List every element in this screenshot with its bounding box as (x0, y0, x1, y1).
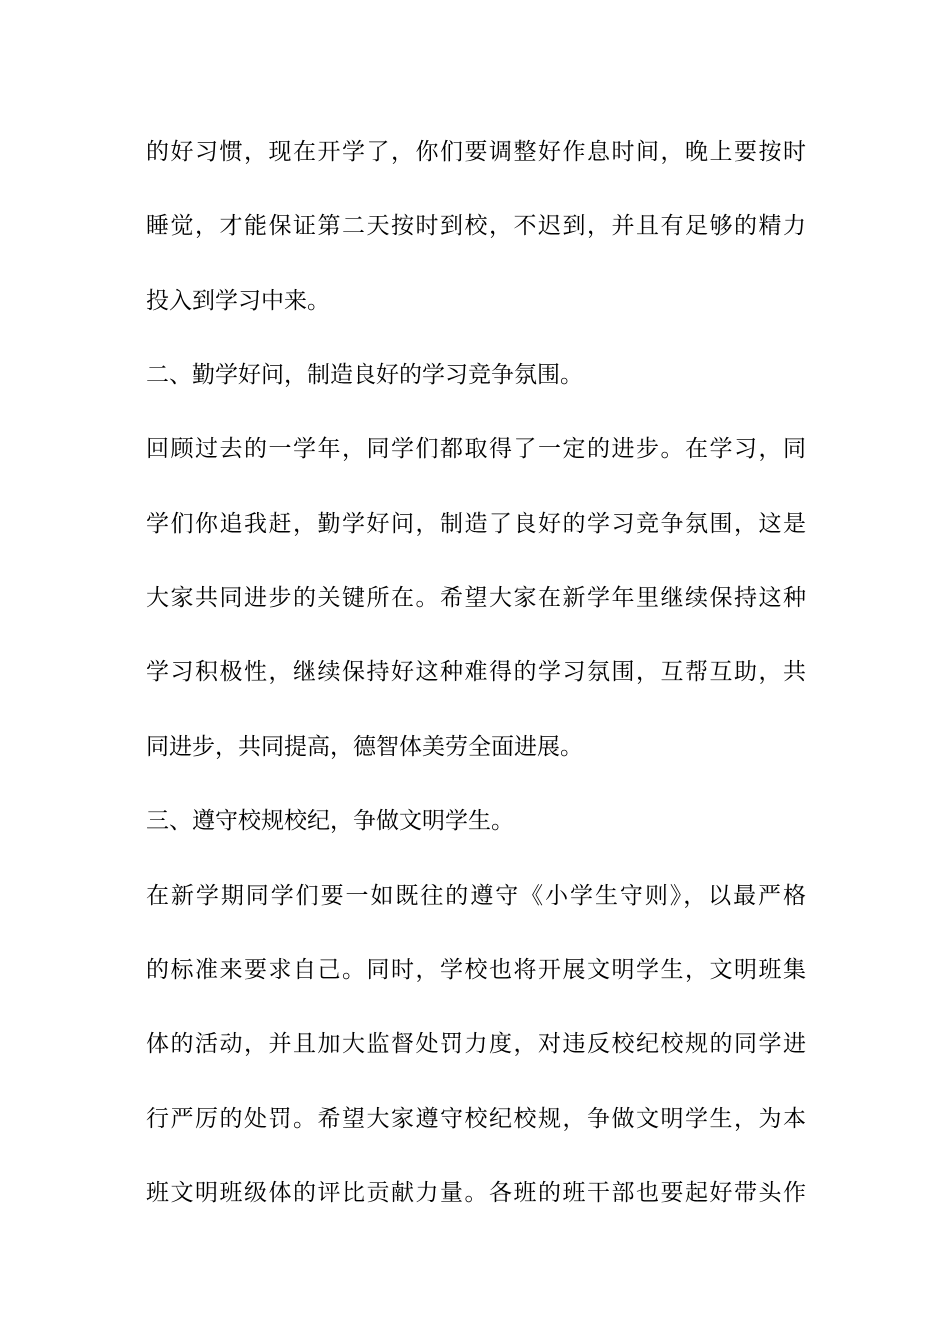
paragraph-line: 大家共同进步的关键所在。希望大家在新学年里继续保持这种 (146, 585, 806, 611)
section-heading: 二、勤学好问，制造良好的学习竞争氛围。 (146, 362, 583, 388)
section-heading: 三、遵守校规校纪，争做文明学生。 (146, 808, 514, 834)
paragraph-line: 同进步，共同提高，德智体美劳全面进展。 (146, 734, 583, 760)
paragraph-line: 学们你追我赶，勤学好问，制造了良好的学习竞争氛围，这是 (146, 511, 806, 537)
paragraph-line: 投入到学习中来。 (146, 288, 330, 314)
paragraph-line: 的标准来要求自己。同时，学校也将开展文明学生，文明班集 (146, 957, 806, 983)
paragraph-line: 的好习惯，现在开学了，你们要调整好作息时间，晚上要按时 (146, 139, 806, 165)
paragraph-line: 体的活动，并且加大监督处罚力度，对违反校纪校规的同学进 (146, 1031, 806, 1057)
paragraph-line: 行严厉的处罚。希望大家遵守校纪校规，争做文明学生，为本 (146, 1106, 806, 1132)
paragraph-line: 在新学期同学们要一如既往的遵守《小学生守则》，以最严格 (146, 883, 806, 909)
paragraph-line: 回顾过去的一学年，同学们都取得了一定的进步。在学习，同 (146, 436, 806, 462)
paragraph-line: 学习积极性，继续保持好这种难得的学习氛围，互帮互助，共 (146, 659, 806, 685)
paragraph-line: 班文明班级体的评比贡献力量。各班的班干部也要起好带头作 (146, 1180, 806, 1206)
paragraph-line: 睡觉，才能保证第二天按时到校，不迟到，并且有足够的精力 (146, 213, 806, 239)
